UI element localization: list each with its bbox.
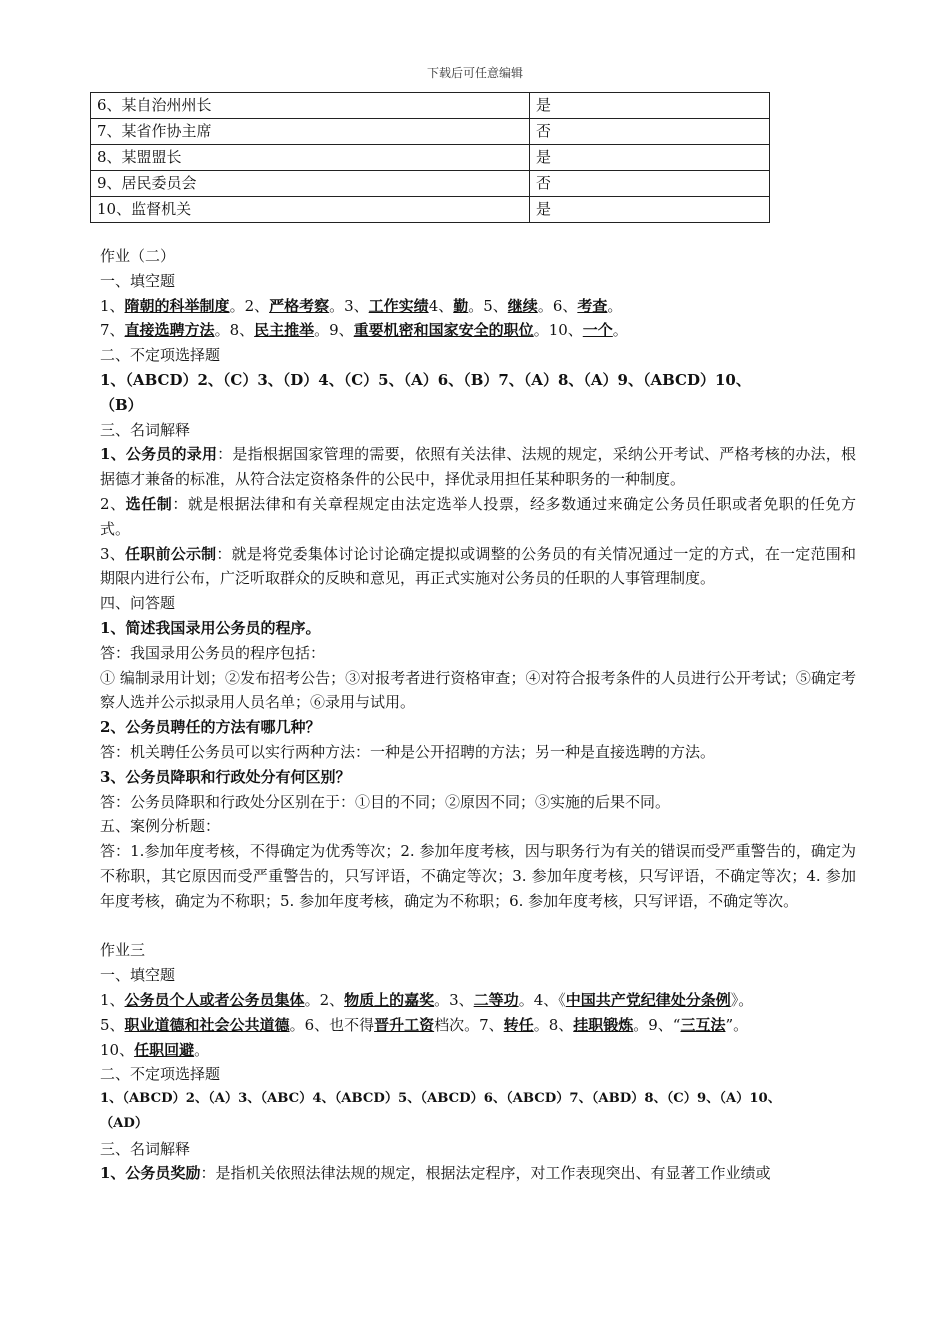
choice-answers-line: 1、（ABCD）2、（C）3、（D）4、（C）5、（A）6、（B）7、（A）8、（A）9、（ABCD）10、	[100, 370, 751, 389]
table-row	[91, 145, 770, 171]
subsection-title: 二、不定项选择题	[100, 346, 221, 365]
fill-answers-line: 10、任职回避。	[100, 1040, 210, 1059]
fill-answers-line: 5、职业道德和社会公共道德。6、也不得晋升工资档次。7、转任。8、挂职锻炼。9、“三互法”。	[100, 1015, 749, 1034]
section-title: 作业（二）	[100, 247, 176, 265]
choice-answers-line: （AD）	[100, 1115, 149, 1131]
answer: 答：机关聘任公务员可以实行两种方法：一种是公开招聘的方法；另一种是直接选聘的方法。	[100, 742, 716, 761]
term-definition: 1、公务员奖励：是指机关依照法律法规的规定，根据法定程序，对工作表现突出、有显著工作业绩或	[100, 1164, 771, 1183]
table-row	[91, 93, 770, 119]
fill-answers-line: 1、隋朝的科举制度。2、严格考察。3、工作实绩4、勤。5、继续。6、考查。	[100, 296, 623, 315]
subsection-title: 二、不定项选择题	[100, 1065, 221, 1084]
subsection-title: 三、名词解释	[100, 420, 191, 439]
subsection-title: 三、名词解释	[100, 1139, 191, 1158]
term-definition: 3、任职前公示制：就是将党委集体讨论讨论确定提拟或调整的公务员的有关情况通过一定的方式，在一定范围和期限内进行公布，广泛听取群众的反映和意见，再正式实施对公务员的任职的人事管理制度。	[100, 544, 856, 588]
subsection-title: 一、填空题	[100, 966, 176, 985]
answer: ① 编制录用计划；②发布招考公告；③对报考者进行资格审查；④对符合报考条件的人员进行公开考试；⑤确定考察人选并公示拟录用人员名单；⑥录用与试用。	[100, 668, 856, 712]
fill-answers-line: 7、直接选聘方法。8、民主推举。9、重要机密和国家安全的职位。10、一个。	[100, 321, 628, 340]
document-body	[100, 244, 856, 1186]
term-definition: 2、选任制：就是根据法律和有关章程规定由法定选举人投票，经多数通过来确定公务员任职或者免职的任免方式。	[100, 494, 856, 538]
table-cell: 是	[530, 197, 770, 223]
question: 1、简述我国录用公务员的程序。	[100, 618, 321, 637]
question: 2、公务员聘任的方法有哪几种？	[100, 718, 321, 737]
case-answer: 答：1.参加年度考核，不得确定为优秀等次；2. 参加年度考核，因与职务行为有关的错误而受严重警告的，确定为不称职，其它原因而受严重警告的，只写评语，不确定等次；3. 参加年度考核，只写评语，不确定等次；4. 参加年度考核，确定为不称职；5. 参加年度考核，确定为不称职；6. 参加年度考核，只写评语，不确定等次。	[100, 842, 856, 910]
answer: 答：公务员降职和行政处分区别在于：①目的不同；②原因不同；③实施的后果不同。	[100, 792, 671, 811]
fill-answers-line: 1、公务员个人或者公务员集体。2、物质上的嘉奖。3、二等功。4、《中国共产党纪律处分条例》。	[100, 990, 754, 1009]
choice-answers-line: 1、（ABCD）2、（A）3、（ABC）4、（ABCD）5、（ABCD）6、（ABCD）7、（ABD）8、（C）9、（A）10、	[100, 1091, 781, 1107]
table-row	[91, 119, 770, 145]
table-cell: 7、某省作协主席	[91, 119, 530, 145]
answer: 答：我国录用公务员的程序包括：	[100, 643, 326, 662]
table-cell: 否	[530, 119, 770, 145]
choice-answers-line: （B）	[100, 395, 143, 414]
table-cell: 是	[530, 145, 770, 171]
table-row	[91, 197, 770, 223]
table-cell: 是	[530, 93, 770, 119]
subsection-title: 五、案例分析题：	[100, 817, 221, 836]
page-header: 下载后可任意编辑	[426, 66, 523, 80]
table-cell: 10、监督机关	[91, 197, 530, 223]
table-cell: 6、某自治州州长	[91, 93, 530, 119]
table-cell: 9、居民委员会	[91, 171, 530, 197]
question: 3、公务员降职和行政处分有何区别？	[100, 767, 351, 786]
answer-table	[90, 92, 770, 223]
term-definition: 1、公务员的录用：是指根据国家管理的需要，依照有关法律、法规的规定，采纳公开考试、严格考核的办法，根据德才兼备的标准，从符合法定资格条件的公民中，择优录用担任某种职务的一种制度。	[100, 445, 856, 489]
table-row	[91, 171, 770, 197]
table-cell: 否	[530, 171, 770, 197]
table-cell: 8、某盟盟长	[91, 145, 530, 171]
section-title: 作业三	[100, 941, 146, 960]
subsection-title: 一、填空题	[100, 271, 176, 290]
subsection-title: 四、问答题	[100, 594, 176, 613]
